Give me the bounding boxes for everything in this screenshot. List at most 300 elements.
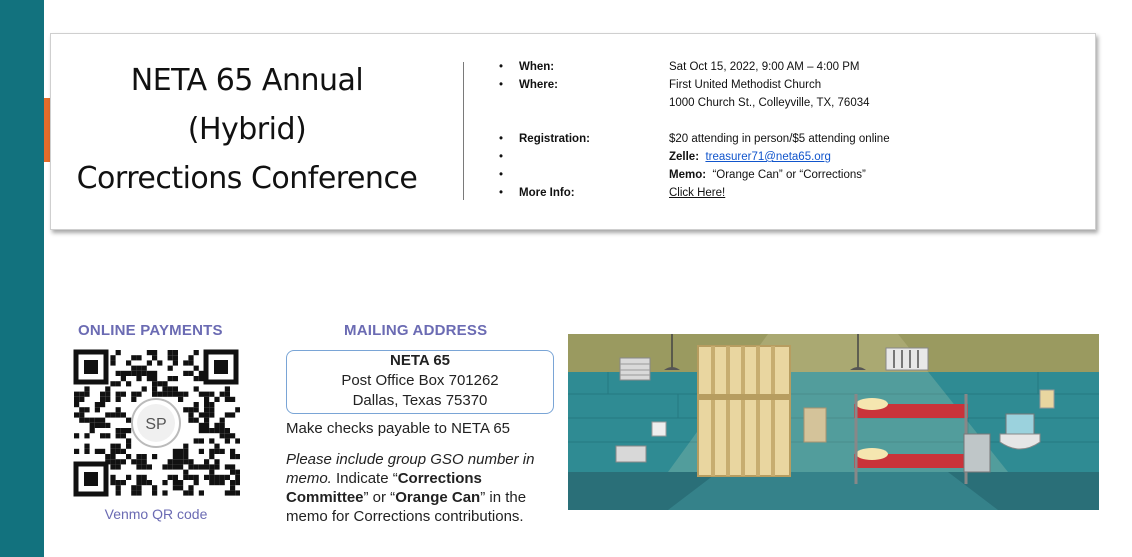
qr-module	[194, 407, 199, 412]
qr-module	[188, 371, 193, 376]
note-part2: ” or “	[363, 489, 396, 506]
qr-module	[136, 475, 141, 480]
qr-module	[204, 407, 209, 412]
qr-module	[152, 490, 157, 495]
qr-module	[152, 371, 157, 376]
qr-module	[168, 464, 173, 469]
qr-module	[95, 402, 100, 407]
qr-module	[199, 392, 204, 397]
qr-module	[168, 386, 173, 391]
zelle-value-wrap	[669, 148, 831, 166]
where-label: Where:	[519, 79, 558, 91]
qr-module	[131, 459, 136, 464]
qr-module	[220, 449, 225, 454]
qr-module	[183, 490, 188, 495]
qr-module	[199, 428, 204, 433]
qr-module	[74, 412, 79, 417]
bullet: •	[499, 151, 504, 163]
when-value: Sat Oct 15, 2022, 9:00 AM – 4:00 PM	[669, 61, 860, 73]
qr-module	[110, 449, 115, 454]
qr-module	[230, 449, 235, 454]
title-line-2: (Hybrid)	[187, 112, 307, 147]
qr-module	[152, 381, 157, 386]
qr-module	[147, 350, 152, 355]
where-value-line1: First United Methodist Church	[669, 79, 822, 91]
qr-module	[121, 428, 126, 433]
qr-module	[225, 428, 230, 433]
qr-module	[168, 355, 173, 360]
qr-module	[152, 350, 157, 355]
memo-value-wrap	[669, 166, 866, 184]
qr-module	[136, 459, 141, 464]
qr-module	[204, 459, 209, 464]
qr-module	[230, 464, 235, 469]
qr-module	[225, 438, 230, 443]
qr-module	[116, 490, 121, 495]
qr-module	[147, 371, 152, 376]
qr-module	[225, 412, 230, 417]
qr-module	[90, 423, 95, 428]
where-value-line2: 1000 Church St., Colleyville, TX, 76034	[669, 97, 870, 109]
qr-module	[173, 350, 178, 355]
qr-module	[199, 412, 204, 417]
bullet: •	[499, 61, 504, 73]
qr-module	[152, 376, 157, 381]
note-italic: Please include group GSO number in memo.	[286, 451, 535, 487]
qr-module	[188, 360, 193, 365]
checks-payable-text: Make checks payable to NETA 65	[286, 420, 511, 437]
qr-module	[230, 412, 235, 417]
qr-module	[235, 438, 240, 443]
vertical-divider	[463, 62, 464, 200]
qr-module	[173, 449, 178, 454]
qr-module	[204, 402, 209, 407]
qr-module	[100, 397, 105, 402]
qr-module	[84, 449, 89, 454]
qr-module	[121, 433, 126, 438]
qr-module	[142, 371, 147, 376]
qr-module	[110, 464, 115, 469]
qr-module	[95, 418, 100, 423]
qr-module	[105, 392, 110, 397]
qr-module	[116, 485, 121, 490]
qr-module	[110, 475, 115, 480]
qr-module	[235, 407, 240, 412]
title-line-1: NETA 65 Annual	[130, 63, 364, 98]
qr-module	[147, 464, 152, 469]
qr-initials: SP	[145, 416, 167, 433]
qr-module	[74, 449, 79, 454]
qr-module	[116, 444, 121, 449]
detail-row-more-info	[491, 184, 1081, 202]
memo-label: Memo:	[669, 169, 707, 181]
qr-module	[157, 392, 162, 397]
qr-module	[152, 485, 157, 490]
qr-module	[116, 433, 121, 438]
qr-module	[116, 397, 121, 402]
qr-module	[116, 371, 121, 376]
qr-module	[225, 397, 230, 402]
qr-module	[116, 449, 121, 454]
qr-module	[162, 490, 167, 495]
qr-module	[173, 454, 178, 459]
qr-module	[183, 360, 188, 365]
bullet: •	[499, 187, 504, 199]
qr-module	[173, 392, 178, 397]
qr-module	[126, 360, 131, 365]
qr-module	[84, 418, 89, 423]
qr-module	[209, 402, 214, 407]
qr-module	[214, 480, 219, 485]
qr-module	[209, 475, 214, 480]
qr-module	[147, 376, 152, 381]
qr-module	[116, 412, 121, 417]
qr-module	[214, 449, 219, 454]
qr-module	[199, 423, 204, 428]
qr-module	[105, 397, 110, 402]
qr-module	[225, 490, 230, 495]
bullet: •	[499, 169, 504, 181]
qr-module	[142, 386, 147, 391]
qr-module	[116, 459, 121, 464]
qr-module	[105, 454, 110, 459]
online-payments-heading: ONLINE PAYMENTS	[78, 322, 223, 339]
qr-module	[204, 428, 209, 433]
qr-module	[225, 392, 230, 397]
addr-line1: Post Office Box 701262	[341, 372, 499, 389]
qr-module	[84, 392, 89, 397]
qr-module	[194, 464, 199, 469]
qr-module	[178, 464, 183, 469]
qr-module	[84, 444, 89, 449]
qr-module	[214, 444, 219, 449]
qr-module	[209, 438, 214, 443]
qr-module	[110, 355, 115, 360]
qr-module	[136, 355, 141, 360]
note-part3: ” in the memo for Corrections contributions.	[286, 489, 527, 525]
qr-module	[178, 454, 183, 459]
qr-module	[173, 459, 178, 464]
qr-module	[199, 371, 204, 376]
qr-module	[116, 480, 121, 485]
qr-module	[204, 392, 209, 397]
qr-module	[121, 371, 126, 376]
qr-module	[199, 490, 204, 495]
event-card	[50, 33, 1096, 230]
qr-module	[235, 480, 240, 485]
qr-module	[136, 464, 141, 469]
qr-module	[194, 418, 199, 423]
qr-module	[230, 470, 235, 475]
qr-module	[152, 355, 157, 360]
qr-module	[126, 428, 131, 433]
qr-module	[225, 433, 230, 438]
qr-module	[162, 386, 167, 391]
qr-module	[183, 449, 188, 454]
qr-module	[188, 407, 193, 412]
qr-module	[194, 376, 199, 381]
qr-module	[209, 449, 214, 454]
qr-module	[173, 464, 178, 469]
qr-module	[110, 381, 115, 386]
qr-module	[100, 423, 105, 428]
registration-label: Registration:	[519, 133, 590, 145]
qr-module	[121, 412, 126, 417]
qr-module	[199, 438, 204, 443]
qr-module	[74, 402, 79, 407]
venmo-qr-code[interactable]	[72, 348, 240, 498]
qr-module	[152, 386, 157, 391]
qr-module	[173, 475, 178, 480]
qr-module	[204, 475, 209, 480]
qr-module	[214, 475, 219, 480]
qr-module	[220, 423, 225, 428]
qr-module	[204, 412, 209, 417]
qr-module	[199, 376, 204, 381]
qr-module	[105, 412, 110, 417]
qr-module	[131, 485, 136, 490]
qr-module	[84, 433, 89, 438]
qr-module	[131, 371, 136, 376]
qr-module	[173, 386, 178, 391]
qr-module	[126, 381, 131, 386]
qr-module	[152, 392, 157, 397]
qr-module	[95, 407, 100, 412]
qr-module	[162, 480, 167, 485]
qr-module	[209, 454, 214, 459]
qr-module	[178, 459, 183, 464]
qr-module	[131, 490, 136, 495]
qr-module	[183, 470, 188, 475]
qr-module	[131, 355, 136, 360]
qr-module	[204, 464, 209, 469]
qr-module	[100, 433, 105, 438]
qr-module	[136, 480, 141, 485]
qr-module	[204, 397, 209, 402]
qr-module	[204, 423, 209, 428]
detail-row-zelle	[491, 148, 1081, 166]
detail-row-where	[491, 76, 1081, 94]
detail-row-when	[491, 58, 1081, 76]
qr-module	[183, 392, 188, 397]
qr-module	[105, 433, 110, 438]
qr-module	[100, 418, 105, 423]
qr-module	[214, 464, 219, 469]
qr-module	[157, 381, 162, 386]
qr-module	[209, 407, 214, 412]
prison-cell-illustration	[568, 334, 1099, 510]
qr-module	[74, 392, 79, 397]
qr-module	[110, 459, 115, 464]
event-details	[491, 58, 1081, 202]
qr-module	[194, 366, 199, 371]
qr-module	[204, 418, 209, 423]
qr-module	[136, 392, 141, 397]
note-bold1: Corrections Committee	[286, 470, 482, 506]
qr-module	[79, 407, 84, 412]
qr-module	[116, 464, 121, 469]
qr-module	[110, 360, 115, 365]
qr-module	[126, 371, 131, 376]
event-title	[51, 56, 443, 203]
qr-module	[235, 490, 240, 495]
qr-module	[209, 464, 214, 469]
bullet: •	[499, 133, 504, 145]
qr-module	[84, 386, 89, 391]
qr-module	[116, 350, 121, 355]
qr-module	[220, 418, 225, 423]
qr-module	[209, 470, 214, 475]
qr-module	[95, 423, 100, 428]
qr-module	[142, 454, 147, 459]
qr-module	[199, 464, 204, 469]
qr-module	[194, 350, 199, 355]
qr-module	[220, 392, 225, 397]
qr-module	[173, 376, 178, 381]
qr-module	[147, 480, 152, 485]
qr-module	[183, 475, 188, 480]
qr-module	[235, 454, 240, 459]
qr-module	[183, 371, 188, 376]
qr-module	[225, 464, 230, 469]
qr-module	[79, 412, 84, 417]
qr-module	[126, 418, 131, 423]
qr-module	[136, 371, 141, 376]
qr-module	[74, 433, 79, 438]
left-accent-bar	[0, 0, 44, 557]
qr-module	[162, 392, 167, 397]
qr-module	[178, 449, 183, 454]
qr-module	[105, 386, 110, 391]
qr-module	[136, 490, 141, 495]
more-info-label: More Info:	[519, 187, 575, 199]
qr-module	[100, 402, 105, 407]
qr-module	[136, 376, 141, 381]
qr-module	[225, 386, 230, 391]
qr-module	[74, 397, 79, 402]
qr-module	[162, 381, 167, 386]
qr-module	[225, 475, 230, 480]
qr-module	[116, 428, 121, 433]
qr-module	[136, 366, 141, 371]
qr-module	[188, 475, 193, 480]
qr-module	[162, 464, 167, 469]
qr-module	[142, 464, 147, 469]
qr-module	[110, 454, 115, 459]
qr-module	[183, 444, 188, 449]
qr-module	[168, 350, 173, 355]
qr-module	[126, 475, 131, 480]
memo-instructions	[286, 450, 566, 526]
qr-module	[183, 407, 188, 412]
qr-module	[188, 490, 193, 495]
qr-module	[168, 392, 173, 397]
qr-module	[121, 392, 126, 397]
qr-module	[230, 490, 235, 495]
qr-module	[121, 449, 126, 454]
qr-module	[90, 418, 95, 423]
qr-code-graphic	[72, 348, 240, 498]
qr-module	[178, 480, 183, 485]
qr-module	[214, 423, 219, 428]
qr-module	[136, 454, 141, 459]
qr-module	[188, 412, 193, 417]
qr-module	[131, 392, 136, 397]
qr-module	[142, 475, 147, 480]
qr-module	[235, 475, 240, 480]
note-part1: Indicate “	[331, 470, 398, 487]
qr-module	[194, 475, 199, 480]
addr-name: NETA 65	[389, 352, 450, 369]
qr-module	[183, 454, 188, 459]
qr-module	[214, 428, 219, 433]
qr-module	[142, 366, 147, 371]
qr-module	[168, 475, 173, 480]
qr-module	[142, 459, 147, 464]
qr-module	[194, 386, 199, 391]
qr-module	[230, 454, 235, 459]
note-bold2: Orange Can	[395, 489, 481, 506]
qr-module	[194, 438, 199, 443]
qr-module	[178, 397, 183, 402]
qr-module	[188, 355, 193, 360]
qr-module	[209, 480, 214, 485]
qr-module	[79, 392, 84, 397]
qr-module	[168, 459, 173, 464]
addr-line2: Dallas, Texas 75370	[352, 392, 488, 409]
qr-module	[183, 459, 188, 464]
qr-module	[110, 480, 115, 485]
qr-module	[116, 381, 121, 386]
qr-module	[209, 428, 214, 433]
qr-module	[126, 454, 131, 459]
qr-module	[173, 355, 178, 360]
qr-module	[116, 392, 121, 397]
mailing-address-box	[286, 350, 554, 414]
qr-module	[136, 485, 141, 490]
click-here-link[interactable]: Click Here!	[669, 187, 726, 199]
qr-module	[110, 412, 115, 417]
qr-module	[188, 485, 193, 490]
qr-module	[194, 402, 199, 407]
qr-module	[178, 392, 183, 397]
qr-module	[131, 397, 136, 402]
qr-module	[209, 392, 214, 397]
qr-module	[84, 407, 89, 412]
registration-value: $20 attending in person/$5 attending online	[669, 133, 890, 145]
title-line-3: Corrections Conference	[76, 161, 418, 196]
qr-module	[121, 376, 126, 381]
qr-module	[230, 480, 235, 485]
qr-module	[199, 449, 204, 454]
qr-module	[188, 464, 193, 469]
zelle-email-link[interactable]: treasurer71@neta65.org	[705, 151, 831, 163]
qr-module	[95, 449, 100, 454]
payment-info-image	[68, 314, 558, 529]
memo-value: “Orange Can” or “Corrections”	[712, 169, 866, 181]
qr-module	[230, 485, 235, 490]
qr-module	[168, 376, 173, 381]
qr-module	[121, 459, 126, 464]
qr-module	[157, 360, 162, 365]
detail-row-memo	[491, 166, 1081, 184]
detail-row-where-2	[491, 94, 1081, 112]
qr-module	[173, 485, 178, 490]
when-label: When:	[519, 61, 555, 73]
qr-module	[110, 444, 115, 449]
qr-module	[131, 366, 136, 371]
qr-module	[173, 360, 178, 365]
